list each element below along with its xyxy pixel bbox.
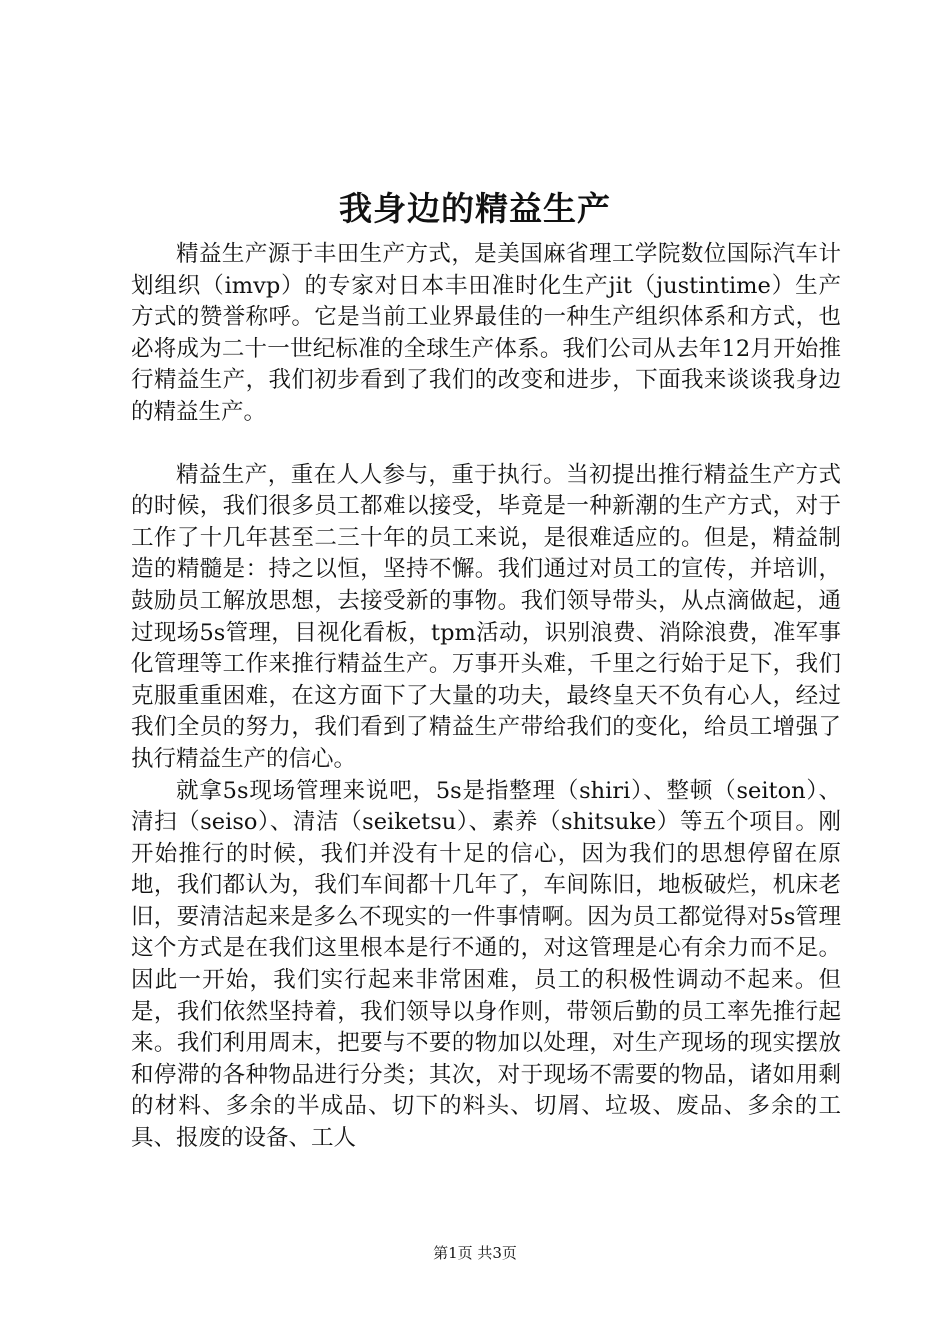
paragraph-participation: 精益生产，重在人人参与，重于执行。当初提出推行精益生产方式的时候，我们很多员工都难以接受，毕竟是一种新潮的生产方式，对于工作了十几年甚至二三十年的员工来说，是很难适应的。但是，精益制造的精髓是：持之以恒，坚持不懈。我们通过对员工的宣传，并培训，鼓励员工解放思想，去接受新的事物。我们领导带头，从点滴做起，通过现场5s管理，目视化看板，tpm活动，识别浪费、消除浪费，准军事化管理等工作来推行精益生产。万事开头难，千里之行始于足下，我们克服重重困难，在这方面下了大量的功夫，最终皇天不负有心人，经过我们全员的努力，我们看到了精益生产带给我们的变化，给员工增强了执行精益生产的信心。 — [131, 461, 841, 772]
document-body — [131, 239, 841, 1155]
page-title: 我身边的精益生产 — [339, 189, 611, 228]
paragraph-intro: 精益生产源于丰田生产方式，是美国麻省理工学院数位国际汽车计划组织（imvp）的专家对日本丰田准时化生产jit（justintime）生产方式的赞誉称呼。它是当前工业界最佳的一种生产组织体系和方式，也必将成为二十一世纪标准的全球生产体系。我们公司从去年12月开始推行精益生产，我们初步看到了我们的改变和进步，下面我来谈谈我身边的精益生产。 — [131, 241, 841, 425]
paragraph-5s: 就拿5s现场管理来说吧，5s是指整理（shiri）、整顿（seiton）、清扫（seiso）、清洁（seiketsu）、素养（shitsuke）等五个项目。刚开始推行的时候，我们并没有十足的信心，因为我们的思想停留在原地，我们都认为，我们车间都十几年了，车间陈旧，地板破烂，机床老旧，要清洁起来是多么不现实的一件事情啊。因为员工都觉得对5s管理这个方式是在我们这里根本是行不通的，对这管理是心有余力而不足。因此一开始，我们实行起来非常困难，员工的积极性调动不起来。但是，我们依然坚持着，我们领导以身作则，带领后勤的员工率先推行起来。我们利用周末，把要与不要的物加以处理，对生产现场的现实摆放和停滞的各种物品进行分类；其次，对于现场不需要的物品，诸如用剩的材料、多余的半成品、切下的料头、切屑、垃圾、废品、多余的工具、报废的设备、工人 — [131, 777, 841, 1152]
page-number-footer: 第1页 共3页 — [433, 1244, 517, 1262]
